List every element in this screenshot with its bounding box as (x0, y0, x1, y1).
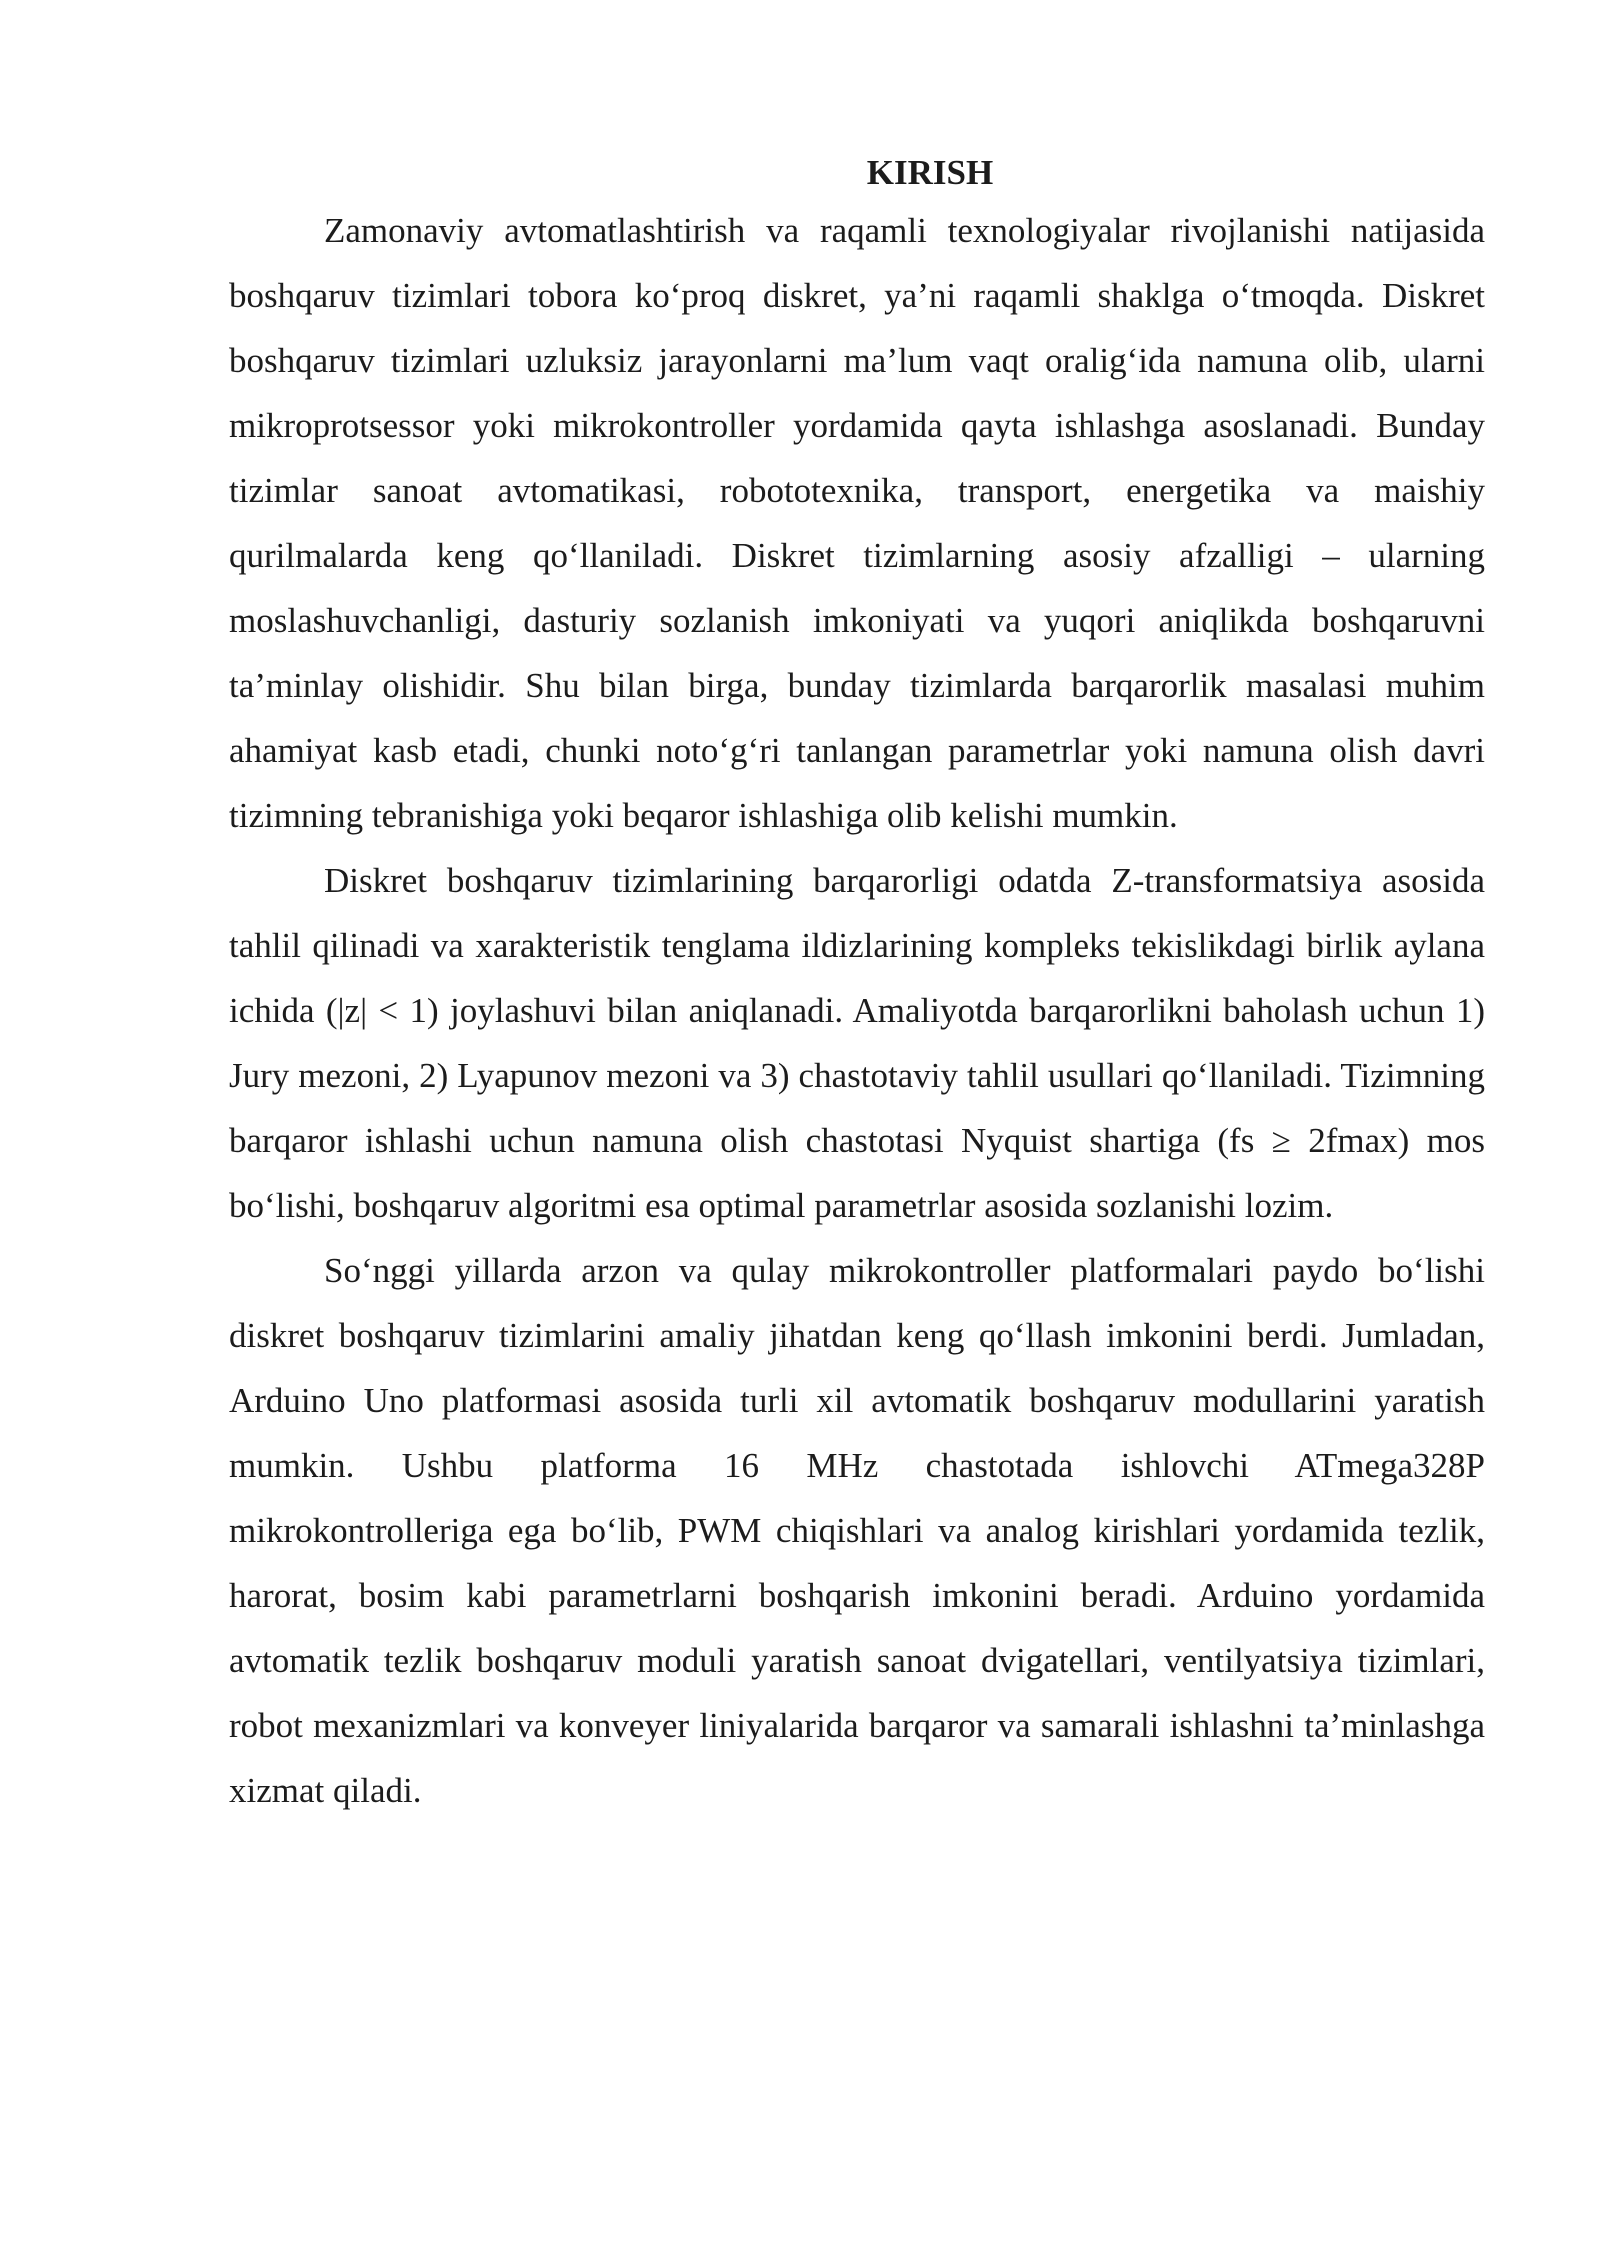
document-page (229, 148, 1485, 1823)
paragraph-arduino: So‘nggi yillarda arzon va qulay mikrokontroller platformalari paydo bo‘lishi diskret boshqaruv tizimlarini amaliy jihatdan keng qo‘llash imkonini berdi. Jumladan, Arduino Uno platformasi asosida turli xil avtomatik boshqaruv modullarini yaratish mumkin. Ushbu platforma 16 MHz chastotada ishlovchi ATmega328P mikrokontrolleriga ega bo‘lib, PWM chiqishlari va analog kirishlari yordamida tezlik, harorat, bosim kabi parametrlarni boshqarish imkonini beradi. Arduino yordamida avtomatik tezlik boshqaruv moduli yaratish sanoat dvigatellari, ventilyatsiya tizimlari, robot mexanizmlari va konveyer liniyalarida barqaror va samarali ishlashni ta’minlashga xizmat qiladi. (229, 1251, 1485, 1810)
paragraph-intro: Zamonaviy avtomatlashtirish va raqamli texnologiyalar rivojlanishi natijasida boshqaruv tizimlari tobora ko‘proq diskret, ya’ni raqamli shaklga o‘tmoqda. Diskret boshqaruv tizimlari uzluksiz jarayonlarni ma’lum vaqt oralig‘ida namuna olib, ularni mikroprotsessor yoki mikrokontroller yordamida qayta ishlashga asoslanadi. Bunday tizimlar sanoat avtomatikasi, robototexnika, transport, energetika va maishiy qurilmalarda keng qo‘llaniladi. Diskret tizimlarning asosiy afzalligi – ularning moslashuvchanligi, dasturiy sozlanish imkoniyati va yuqori aniqlikda boshqaruvni ta’minlay olishidir. Shu bilan birga, bunday tizimlarda barqarorlik masalasi muhim ahamiyat kasb etadi, chunki noto‘g‘ri tanlangan parametrlar yoki namuna olish davri tizimning tebranishiga yoki beqaror ishlashiga olib kelishi mumkin. (229, 211, 1485, 835)
page-title: KIRISH (866, 153, 994, 192)
paragraph-stability: Diskret boshqaruv tizimlarining barqarorligi odatda Z-transformatsiya asosida tahlil qilinadi va xarakteristik tenglama ildizlarining kompleks tekislikdagi birlik aylana ichida (|z| < 1) joylashuvi bilan aniqlanadi. Amaliyotda barqarorlikni baholash uchun 1) Jury mezoni, 2) Lyapunov mezoni va 3) chastotaviy tahlil usullari qo‘llaniladi. Tizimning barqaror ishlashi uchun namuna olish chastotasi Nyquist shartiga (fs ≥ 2fmax) mos bo‘lishi, boshqaruv algoritmi esa optimal parametrlar asosida sozlanishi lozim. (229, 861, 1485, 1225)
